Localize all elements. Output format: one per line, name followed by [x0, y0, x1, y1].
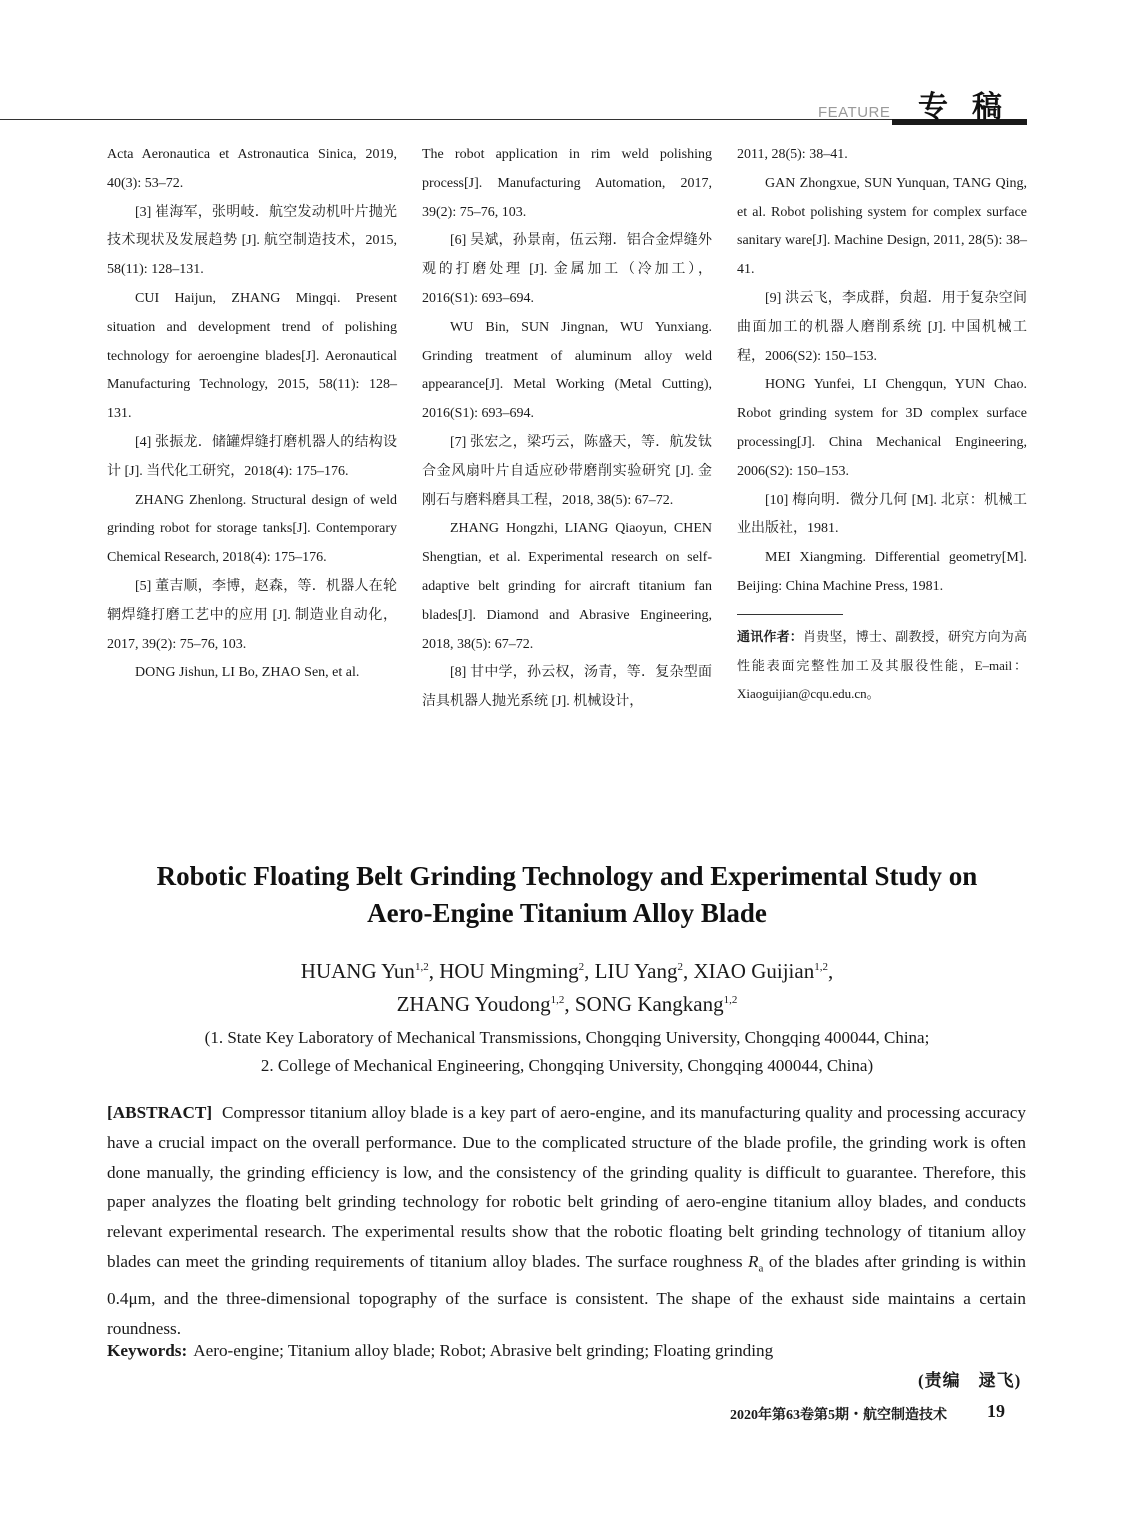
correspondence-separator: [737, 614, 843, 615]
reference-entry: [5] 董吉顺，李博，赵森，等．机器人在轮辋焊缝打磨工艺中的应用 [J]. 制造业自动化，2017, 39(2): 75–76, 103.: [107, 578, 397, 652]
author-name: ZHANG Youdong: [396, 992, 551, 1016]
roughness-symbol: R: [748, 1251, 759, 1271]
author-affiliation-mark: 1,2: [723, 994, 738, 1006]
paper-title: [0, 858, 1134, 932]
author-affiliation-mark: 1,2: [550, 994, 565, 1006]
author-name: XIAO Guijian: [693, 959, 815, 983]
reference-entry: ZHANG Hongzhi, LIANG Qiaoyun, CHEN Shengtian, et al. Experimental research on self-adaptive belt grinding for aircraft titanium fan blades[J]. Diamond and Abrasive Engineering, 2018, 38(5): 67–72.: [422, 521, 712, 652]
affiliations: [0, 1024, 1134, 1080]
column-title: 专稿: [918, 90, 1026, 125]
author-name: HOU Mingming: [439, 959, 579, 983]
editor-note: (责编 逯飞): [918, 1371, 1022, 1390]
author-separator: ,: [682, 959, 694, 983]
reference-entry: ZHANG Zhenlong. Structural design of weld grinding robot for storage tanks[J]. Contemporary Chemical Research, 2018(4): 175–176.: [107, 492, 397, 566]
reference-entry: [7] 张宏之，梁巧云，陈盛天，等．航发钛合金风扇叶片自适应砂带磨削实验研究 [J]. 金刚石与磨料磨具工程，2018, 38(5): 67–72.: [422, 434, 712, 508]
abstract: [107, 1098, 1026, 1344]
correspondence-note: [737, 623, 1027, 709]
reference-entry: CUI Haijun, ZHANG Mingqi. Present situation and development trend of polishing technology for aeroengine blades[J]. Aeronautical Manufacturing Technology, 2015, 58(11): 128–131.: [107, 290, 397, 422]
reference-entry: [6] 吴斌，孙景南，伍云翔．铝合金焊缝外观的打磨处理 [J]. 金属加工（冷加工），2016(S1): 693–694.: [422, 233, 712, 306]
journal-footer: 2020年第63卷第5期・航空制造技术: [730, 1408, 947, 1423]
correspondence-label: 通讯作者：: [737, 628, 803, 644]
author-affiliation-mark: 1,2: [814, 961, 828, 973]
author-name: HUANG Yun: [300, 959, 415, 983]
reference-entry: HONG Yunfei, LI Chengqun, YUN Chao. Robot grinding system for 3D complex surface processing[J]. China Mechanical Engineering, 2006(S2): 150–153.: [737, 377, 1027, 479]
paper-title-line-2: Aero-Engine Titanium Alloy Blade: [367, 898, 767, 928]
author-affiliation-mark: 2: [677, 961, 683, 973]
references-column-3: [737, 141, 1027, 709]
keywords-text: Aero-engine; Titanium alloy blade; Robot; Abrasive belt grinding; Floating grinding: [193, 1341, 774, 1360]
roughness-subscript: a: [758, 1262, 764, 1275]
author-separator: ,: [564, 992, 575, 1016]
reference-entry: MEI Xiangming. Differential geometry[M]. Beijing: China Machine Press, 1981.: [737, 550, 1027, 594]
reference-entry: 2011, 28(5): 38–41.: [737, 147, 848, 162]
reference-entry: Acta Aeronautica et Astronautica Sinica, 2019, 40(3): 53–72.: [107, 147, 397, 191]
paper-title-line-1: Robotic Floating Belt Grinding Technology and Experimental Study on: [156, 861, 978, 891]
references-column-1: [107, 141, 397, 688]
correspondence-text: 肖贵坚，博士、副教授，研究方向为高性能表面完整性加工及其服役性能，E–mail：Xiaoguijian@cqu.edu.cn。: [737, 628, 1027, 702]
author-affiliation-mark: 2: [578, 961, 585, 973]
reference-entry: The robot application in rim weld polishing process[J]. Manufacturing Automation, 2017, 39(2): 75–76, 103.: [422, 147, 712, 220]
abstract-text-part-1: Compressor titanium alloy blade is a key part of aero-engine, and its manufacturing quality and processing accuracy have a crucial impact on the overall performance. Due to the complicated structure of the blade profile, the grinding work is often done manually, the grinding efficiency is low, and the consistency of the grinding quality is difficult to guarantee. Therefore, this paper analyzes the floating belt grinding technology for robotic belt grinding of aero-engine titanium alloy blades, and conducts relevant experimental research. The experimental results show that the robotic floating belt grinding technology of titanium alloy blades can meet the grinding requirements of titanium alloy blades. The surface roughness: [107, 1103, 1026, 1271]
abstract-label: [ABSTRACT]: [107, 1103, 213, 1122]
author-line-1: [0, 955, 1134, 988]
references-column-2: [422, 141, 712, 717]
page-number: 19: [987, 1401, 1005, 1421]
affiliation-line-1: (1. State Key Laboratory of Mechanical Transmissions, Chongqing University, Chongqing 400044, China;: [204, 1028, 930, 1047]
reference-entry: [3] 崔海军，张明岐．航空发动机叶片抛光技术现状及发展趋势 [J]. 航空制造技术，2015, 58(11): 128–131.: [107, 204, 397, 278]
feature-label: FEATURE: [818, 104, 891, 121]
author-name: SONG Kangkang: [574, 992, 724, 1016]
references-column-3-list: [737, 141, 1027, 602]
reference-entry: [10] 梅向明．微分几何 [M]. 北京：机械工业出版社，1981.: [737, 492, 1027, 537]
author-separator: ,: [827, 959, 834, 983]
abstract-text-part-2: of the blades after grinding is within 0.4μm, and the three-dimensional topography of the surface is consistent. The shape of the exhaust side maintains a certain roundness.: [107, 1251, 1026, 1339]
author-separator: ,: [428, 959, 440, 983]
keywords-label: Keywords:: [107, 1341, 188, 1360]
reference-entry: [8] 甘中学，孙云权，汤青，等．复杂型面洁具机器人抛光系统 [J]. 机械设计，: [422, 665, 712, 710]
author-name: LIU Yang: [594, 959, 678, 983]
author-list: [0, 955, 1134, 1021]
reference-entry: WU Bin, SUN Jingnan, WU Yunxiang. Grinding treatment of aluminum alloy weld appearance[J]. Metal Working (Metal Cutting), 2016(S1): 693–694.: [422, 319, 712, 422]
affiliation-line-2: 2. College of Mechanical Engineering, Chongqing University, Chongqing 400044, China): [260, 1056, 874, 1075]
keywords: [107, 1336, 1026, 1366]
reference-entry: DONG Jishun, LI Bo, ZHAO Sen, et al.: [135, 665, 360, 681]
reference-entry: GAN Zhongxue, SUN Yunquan, TANG Qing, et al. Robot polishing system for complex surface sanitary ware[J]. Machine Design, 2011, 28(5): 38–41.: [737, 175, 1027, 278]
reference-entry: [9] 洪云飞，李成群，贠超．用于复杂空间曲面加工的机器人磨削系统 [J]. 中国机械工程，2006(S2): 150–153.: [737, 290, 1027, 364]
reference-entry: [4] 张振龙．储罐焊缝打磨机器人的结构设计 [J]. 当代化工研究，2018(4): 175–176.: [107, 434, 397, 479]
author-separator: ,: [584, 959, 595, 983]
author-affiliation-mark: 1,2: [414, 961, 429, 973]
author-line-2: [0, 988, 1134, 1021]
